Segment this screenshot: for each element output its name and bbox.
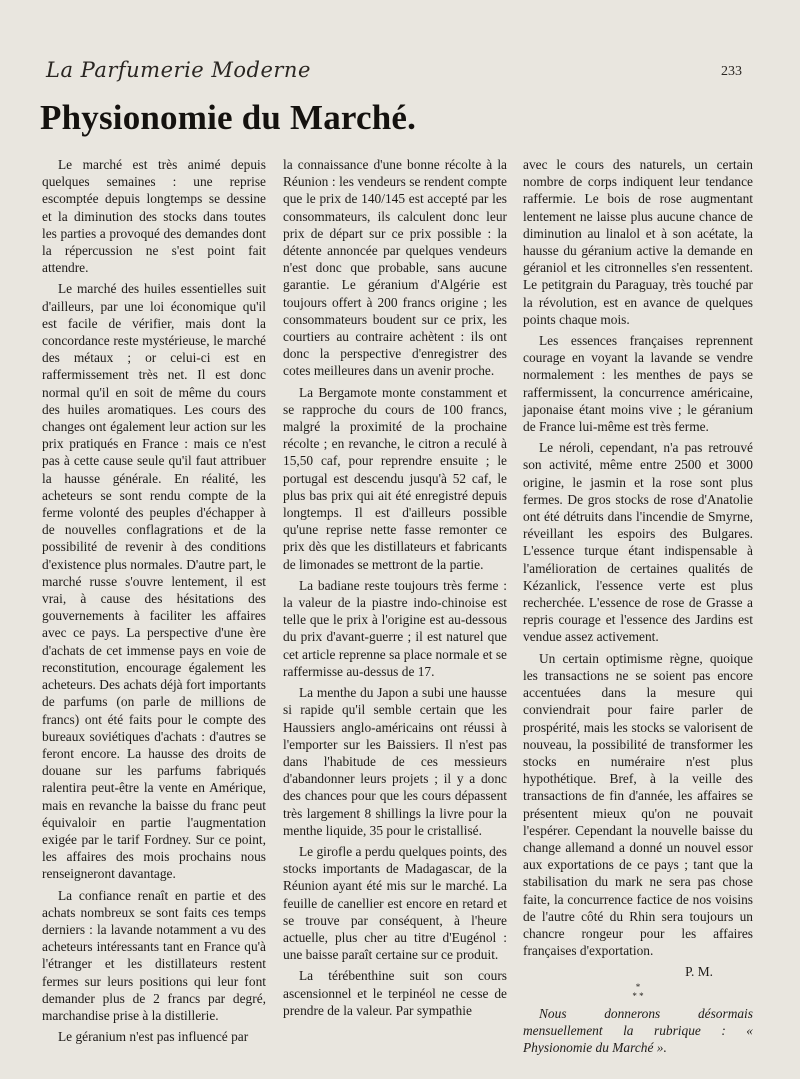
paragraph: La Bergamote monte constamment et se rapproche du cours de 100 francs, malgré la proximité de la prochaine récolte ; en revanche, le citron a reculé à 15,50 caf, pour reprendre ensuite ; le portugal est descendu jusqu'à 52 caf, le plus bas prix qui ait été enregistré depuis longtemps. Il est d'ailleurs possible qu'une reprise nette fasse remonter ce prix dès que les distillateurs et fabricants de limonades se mettront de la partie. xyxy=(283,384,507,572)
paragraph: Le néroli, cependant, n'a pas retrouvé son activité, même entre 2500 et 3000 origine, le jasmin et la rose sont plus fermes. De gros stocks de rose d'Anatolie ont été détruits dans l'incendie de Smyrne, réveillant les espoirs des Bulgares. L'essence turque étant indispensable à l'amélioration de certaines qualités de Kézanlick, l'essence verte est plus recherchée. L'essence de rose de Grasse a repris courage et l'essence des Jardins est vendue assez activement. xyxy=(523,440,753,645)
masthead: La Parfumerie Moderne xyxy=(46,58,311,82)
paragraph: La menthe du Japon a subi une hausse si rapide qu'il semble certain que les Haussiers anglo-américains ont réussi à l'emporter sur les Baissiers. Il n'est pas dans l'habitude de ces messieurs d'abandonner leurs projets ; il y a donc des chances pour que les cours dépassent très largement 8 shillings la livre pour la menthe liquide, 35 pour le cristallisé. xyxy=(283,685,507,838)
article-title: Physionomie du Marché. xyxy=(40,98,417,137)
paragraph: La badiane reste toujours très ferme : la valeur de la piastre indo-chinoise est telle que le prix à l'origine est au-dessous du prix d'avant-guerre ; il est naturel que cet article reprenne sa place normale et se raffermisse au-dessus de 17. xyxy=(283,577,507,679)
paragraph: Le géranium n'est pas influencé par xyxy=(58,1029,249,1045)
editorial-note: Nous donnerons désormais mensuellement la rubrique : « Physionomie du Marché ». xyxy=(523,1005,753,1055)
column-3 xyxy=(523,156,753,1060)
paragraph: Le girofle a perdu quelques points, des stocks importants de Madagascar, de la Réunion ayant été mis sur le marché. La feuille de canellier est encore en retard et se trouve par conséquent, à l'heure actuelle, plus cher au titre d'Eugénol : une baisse paraît certaine sur ce produit. xyxy=(283,843,507,963)
paragraph: Les essences françaises reprennent courage en voyant la lavande se vendre normalement : les menthes de pays se raffermissent, la concurrence américaine, japonaise étant moins vive ; le géranium de France lui-même est très ferme. xyxy=(523,333,753,435)
paragraph: avec le cours des naturels, un certain nombre de corps indiquent leur tendance raffermie. Le bois de rose augmentant lentement ne laisse plus aucune chance de diminution au linalol et à son acétate, la hausse du géranium active la demande en géraniol et les citronnelles s'en ressentent. Le petitgrain du Paraguay, très touché par la révolution, est en avance de quelques points chaque mois. xyxy=(523,157,753,327)
paragraph: Un certain optimisme règne, quoique les transactions ne se soient pas encore accentuées dans la mesure qui conviendrait pour faire parler de prospérité, mais les stocks se valorisent de nouveau, la possibilité de transformer les stocks en numéraire n'est plus hypothétique. Bref, à la veille des transactions de fin d'année, les affaires se présentent mieux qu'on ne pouvait l'espérer. Cependant la nouvelle baisse du change allemand a donné un nouvel essor aux exportations de ce pays ; tant que la stabilisation du mark ne sera pas chose faite, la concurrence factice de nos voisins de l'autre côté du Rhin sera toujours un chancre rongeur pour les affaires françaises d'exportation. xyxy=(523,650,753,959)
paragraph: La confiance renaît en partie et des achats nombreux se sont faits ces temps derniers : la lavande notamment a vu des acheteurs intéressants tant en France qu'à l'étranger et les distillateurs restent fermes sur leurs positions qui leur font demander plus de 2 francs par degré, marchandise prise à la distillerie. xyxy=(42,887,266,1023)
author-signature: P. M. xyxy=(685,964,713,980)
paragraph: La térébenthine suit son cours ascensionnel et le terpinéol ne cesse de prendre de la valeur. Par sympathie xyxy=(283,968,507,1018)
paragraph: la connaissance d'une bonne récolte à la Réunion : les vendeurs se rendent compte que le prix de 140/145 est accepté par les consommateurs, ils calculent donc leur prix de départ sur ce prix possible : la détente annoncée par quelques vendeurs n'est donc que probable, sans aucune garantie. Le géranium d'Algérie est toujours offert à 200 francs origine ; les consommateurs boudent sur ce prix, les courtiers au contraire achètent : ils ont donc la perspective d'enregistrer des cotes meilleures dans un avenir proche. xyxy=(283,157,507,379)
paragraph: Le marché des huiles essentielles suit d'ailleurs, par une loi économique qu'il est facile de vérifier, mais dont la concordance reste mystérieuse, le marché des métaux ; or celui-ci est en raffermissement très net. Il est donc normal qu'il en soit de même du cours des huiles aromatiques. Les cours des changes ont également leur action sur les prix pratiqués en France : mais ce n'est pas à cette cause seule qu'il faut attribuer la hausse générale. En réalité, les acheteurs se sont rendu compte de la ferme volonté des peuples d'échapper à de nouvelles conflagrations et de la possibilité de revenir à des conditions d'existence plus normales. D'autre part, le marché russe s'ouvre lentement, il est vrai, à cause des hésitations des gouvernements à faciliter les affaires avec ce pays. La perspective d'une ère d'achats de cet immense pays en voie de reconstitution, encourage également les acheteurs. Des achats déjà fort importants de parfums (on parle de millions de francs) ont été faits pour le compte des bureaux soviétiques d'achats : d'autres se feront encore. La hausse des droits de douane sur les parfums fabriqués ralentira peut-être la vente en Amérique, mais en revanche la baisse du franc peut équivaloir en partie l'augmentation exigée par le tarif Fordney. Sur ce point, les affaires des mois prochains nous renseigneront davantage. xyxy=(42,281,266,882)
page-number: 233 xyxy=(721,64,742,79)
paragraph: Le marché est très animé depuis quelques semaines : une reprise escomptée depuis longtemps se dessine et la diminution des stocks dans toutes les parties a provoqué des demandes dont la répercussion ne s'est point fait attendre. xyxy=(42,157,266,276)
column-1 xyxy=(42,156,266,1049)
asterism-ornament: * * * xyxy=(632,981,644,1001)
column-2 xyxy=(283,156,507,1023)
